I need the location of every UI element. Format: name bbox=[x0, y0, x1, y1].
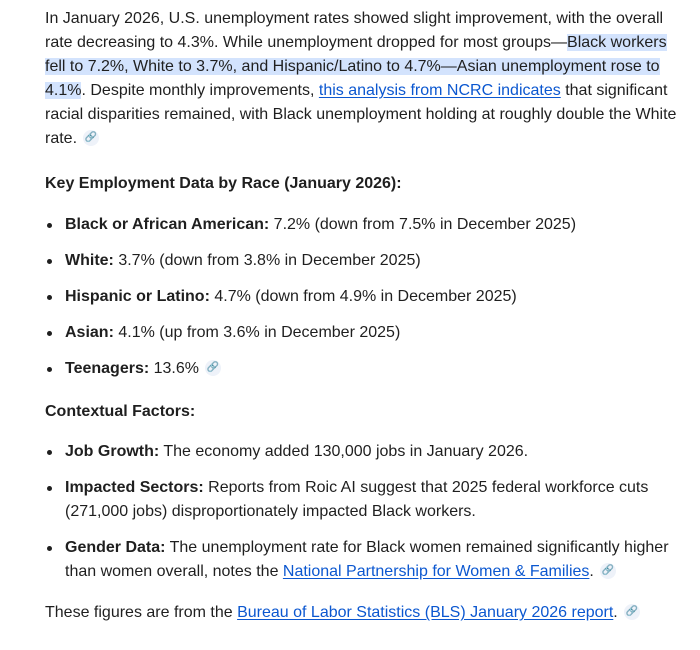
list-item bbox=[45, 357, 686, 381]
intro-text-3: that significant racial disparities remained, with Black unemployment holding at roughly double the White rate. bbox=[45, 82, 677, 147]
item-label: Impacted Sectors: bbox=[65, 479, 204, 496]
item-label: Black or African American: bbox=[65, 216, 270, 233]
list-item bbox=[45, 249, 686, 273]
item-label: Gender Data: bbox=[65, 539, 166, 556]
contextual-factors-list bbox=[45, 440, 686, 584]
national-partnership-link[interactable]: National Partnership for Women & Families bbox=[282, 563, 590, 580]
intro-text-2: . Despite monthly improvements, bbox=[81, 82, 319, 99]
item-label: Teenagers: bbox=[65, 360, 150, 377]
item-label: White: bbox=[65, 252, 114, 269]
list-item bbox=[45, 213, 686, 237]
link-icon[interactable]: 🔗 bbox=[205, 360, 221, 376]
list-item bbox=[45, 321, 686, 345]
link-icon[interactable]: 🔗 bbox=[83, 130, 99, 146]
list-item bbox=[45, 440, 686, 464]
ncrc-analysis-link[interactable]: this analysis from NCRC indicates bbox=[318, 82, 561, 99]
item-text: 7.2% (down from 7.5% in December 2025) bbox=[269, 216, 577, 233]
intro-text-1: In January 2026, U.S. unemployment rates showed slight improvement, with the overall rate decreasing to 4.3%. While unemployment dropped for most groups— bbox=[45, 10, 664, 51]
item-text: The economy added 130,000 jobs in January 2026. bbox=[159, 443, 529, 460]
item-label: Job Growth: bbox=[65, 443, 160, 460]
footer-paragraph bbox=[45, 601, 686, 625]
list-item bbox=[45, 476, 686, 524]
item-text: 13.6% bbox=[149, 360, 199, 377]
item-text: 3.7% (down from 3.8% in December 2025) bbox=[113, 252, 421, 269]
item-text: 4.7% (down from 4.9% in December 2025) bbox=[209, 288, 517, 305]
link-icon[interactable]: 🔗 bbox=[624, 604, 640, 620]
item-text-after: . bbox=[589, 563, 594, 580]
link-icon[interactable]: 🔗 bbox=[600, 563, 616, 579]
list-item bbox=[45, 285, 686, 309]
key-data-heading: Key Employment Data by Race (January 2026): bbox=[45, 175, 402, 192]
highlighted-text[interactable]: Black workers fell to 7.2%, White to 3.7%, and Hispanic/Latino to 4.7%—Asian unemployment rose to 4.1% bbox=[45, 34, 667, 99]
bls-report-link[interactable]: Bureau of Labor Statistics (BLS) January 2026 report bbox=[237, 604, 614, 621]
contextual-factors-heading: Contextual Factors: bbox=[45, 403, 196, 420]
footer-after: . bbox=[613, 604, 618, 621]
race-data-list bbox=[45, 213, 686, 381]
intro-paragraph bbox=[45, 7, 686, 151]
item-label: Hispanic or Latino: bbox=[65, 288, 210, 305]
item-text: 4.1% (up from 3.6% in December 2025) bbox=[113, 324, 401, 341]
list-item bbox=[45, 536, 686, 584]
item-label: Asian: bbox=[65, 324, 114, 341]
item-text: The unemployment rate for Black women remained significantly higher than women overall, notes the bbox=[65, 539, 669, 580]
item-text: Reports from Roic AI suggest that 2025 federal workforce cuts (271,000 jobs) disproportionately impacted Black workers. bbox=[65, 479, 649, 520]
footer-text: These figures are from the bbox=[45, 604, 238, 621]
